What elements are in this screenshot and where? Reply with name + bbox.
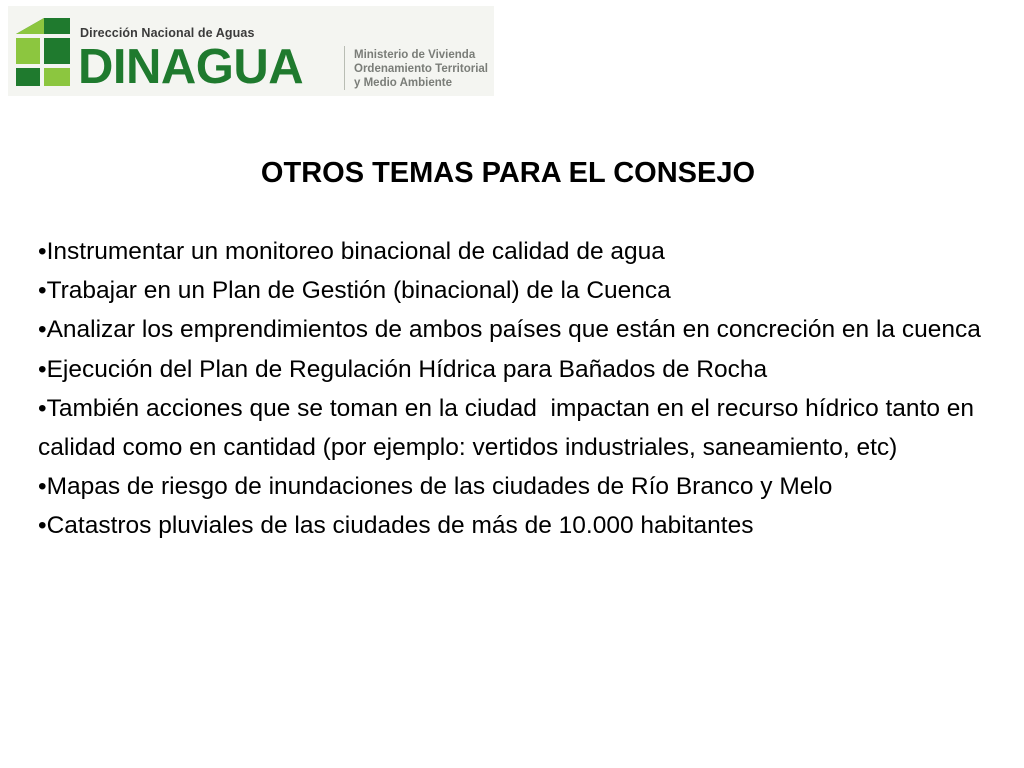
bullet-item: •Analizar los emprendimientos de ambos países que están en concreción en la cuenca — [38, 316, 981, 344]
slide-title: OTROS TEMAS PARA EL CONSEJO — [260, 157, 756, 189]
logo-divider — [344, 46, 345, 90]
logo-wordmark: DINAGUA — [78, 40, 304, 94]
bullet-item: •Instrumentar un monitoreo binacional de calidad de agua — [38, 238, 665, 265]
bullet-list — [38, 232, 983, 546]
logo-ministry-line: Ordenamiento Territorial — [354, 63, 488, 75]
bullet-item: •Trabajar en un Plan de Gestión (binacional) de la Cuenca — [38, 277, 671, 305]
logo-ministry — [354, 48, 488, 90]
dinagua-logo — [8, 6, 494, 96]
bullet-item: •Catastros pluviales de las ciudades de más de 10.000 habitantes — [38, 512, 754, 540]
logo-ministry-line: Ministerio de Vivienda — [354, 49, 476, 61]
logo-agency-name: Dirección Nacional de Aguas — [80, 26, 255, 40]
bullet-item: •Mapas de riesgo de inundaciones de las ciudades de Río Branco y Melo — [38, 473, 833, 501]
logo-ministry-line: y Medio Ambiente — [354, 77, 452, 89]
bullet-item: •También acciones que se toman en la ciudad impactan en el recurso hídrico tanto en calidad como en cantidad (por ejemplo: vertidos industriales, saneamiento, etc) — [38, 394, 981, 462]
bullet-item: •Ejecución del Plan de Regulación Hídrica para Bañados de Rocha — [38, 355, 768, 383]
dinagua-emblem-icon — [14, 12, 72, 92]
